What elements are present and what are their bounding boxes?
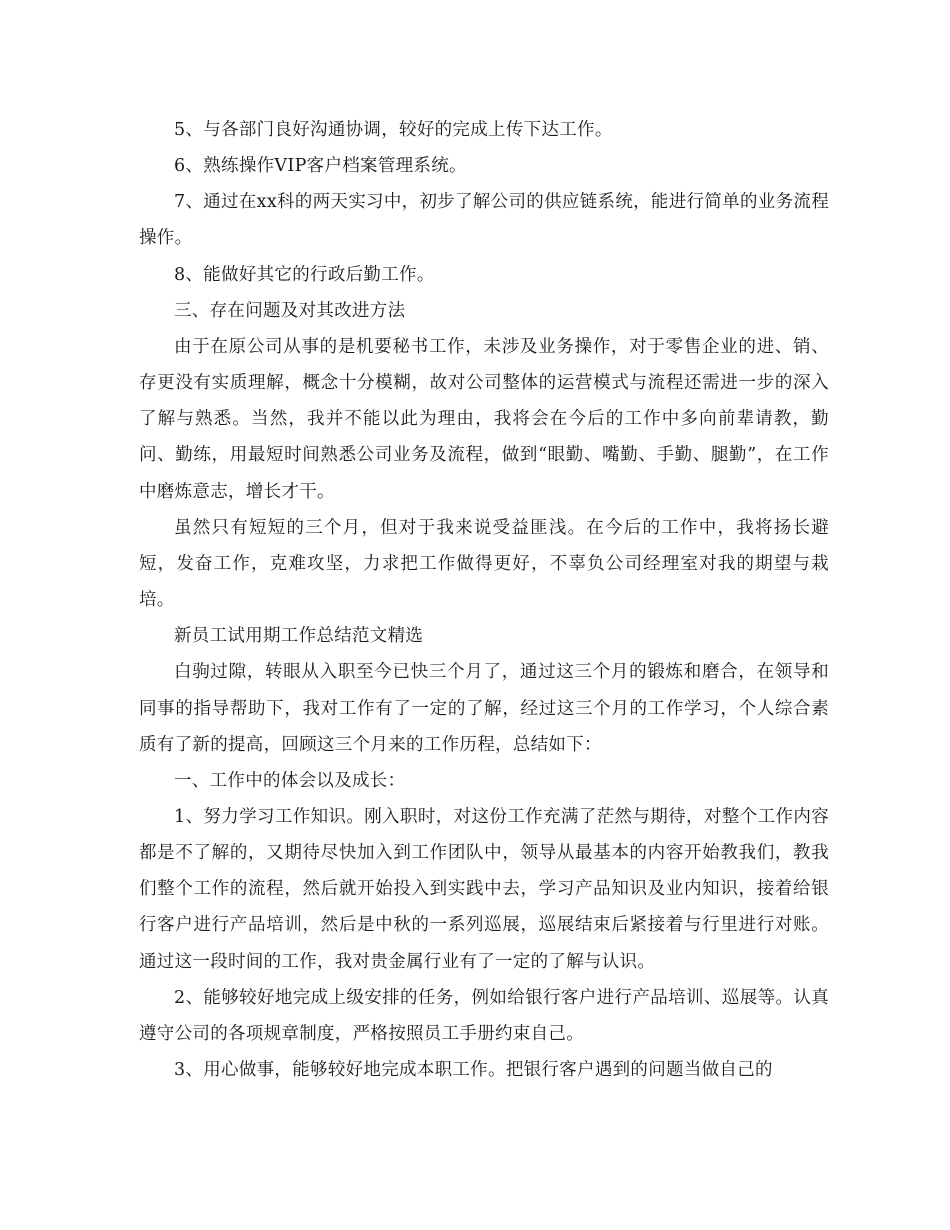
- document-body: [139, 112, 829, 1088]
- section-heading: 一、工作中的体会以及成长：: [174, 770, 406, 791]
- section-heading: 三、存在问题及对其改进方法: [174, 300, 406, 321]
- paragraph: 7、通过在xx科的两天实习中，初步了解公司的供应链系统，能进行简单的业务流程操作。: [139, 192, 829, 249]
- paragraph: 8、能做好其它的行政后勤工作。: [174, 264, 435, 285]
- paragraph: 白驹过隙，转眼从入职至今已快三个月了，通过这三个月的锻炼和磨合，在领导和同事的指导帮助下，我对工作有了一定的了解，经过这三个月的工作学习，个人综合素质有了新的提高，回顾这三个月来的工作历程，总结如下：: [139, 662, 829, 755]
- paragraph: 6、熟练操作VIP客户档案管理系统。: [174, 156, 467, 177]
- paragraph: 5、与各部门良好沟通协调，较好的完成上传下达工作。: [174, 120, 613, 140]
- paragraph: 由于在原公司从事的是机要秘书工作，未涉及业务操作，对于零售企业的进、销、存更没有实质理解，概念十分模糊，故对公司整体的运营模式与流程还需进一步的深入了解与熟悉。当然，我并不能以此为理由，我将会在今后的工作中多向前辈请教，勤问、勤练，用最短时间熟悉公司业务及流程，做到“眼勤、嘴勤、手勤、腿勤”，在工作中磨炼意志，增长才干。: [139, 336, 829, 502]
- paragraph: 1、努力学习工作知识。刚入职时，对这份工作充满了茫然与期待，对整个工作内容都是不了解的，又期待尽快加入到工作团队中，领导从最基本的内容开始教我们，教我们整个工作的流程，然后就开始投入到实践中去，学习产品知识及业内知识，接着给银行客户进行产品培训，然后是中秋的一系列巡展，巡展结束后紧接着与行里进行对账。通过这一段时间的工作，我对贵金属行业有了一定的了解与认识。: [139, 806, 829, 972]
- paragraph: 2、能够较好地完成上级安排的任务，例如给银行客户进行产品培训、巡展等。认真遵守公司的各项规章制度，严格按照员工手册约束自己。: [139, 987, 829, 1044]
- paragraph: 3、用心做事，能够较好地完成本职工作。把银行客户遇到的问题当做自己的: [174, 1060, 773, 1081]
- article-title: 新员工试用期工作总结范文精选: [174, 626, 424, 647]
- paragraph: 虽然只有短短的三个月，但对于我来说受益匪浅。在今后的工作中，我将扬长避短，发奋工作，克难攻坚，力求把工作做得更好，不辜负公司经理室对我的期望与栽培。: [139, 517, 829, 611]
